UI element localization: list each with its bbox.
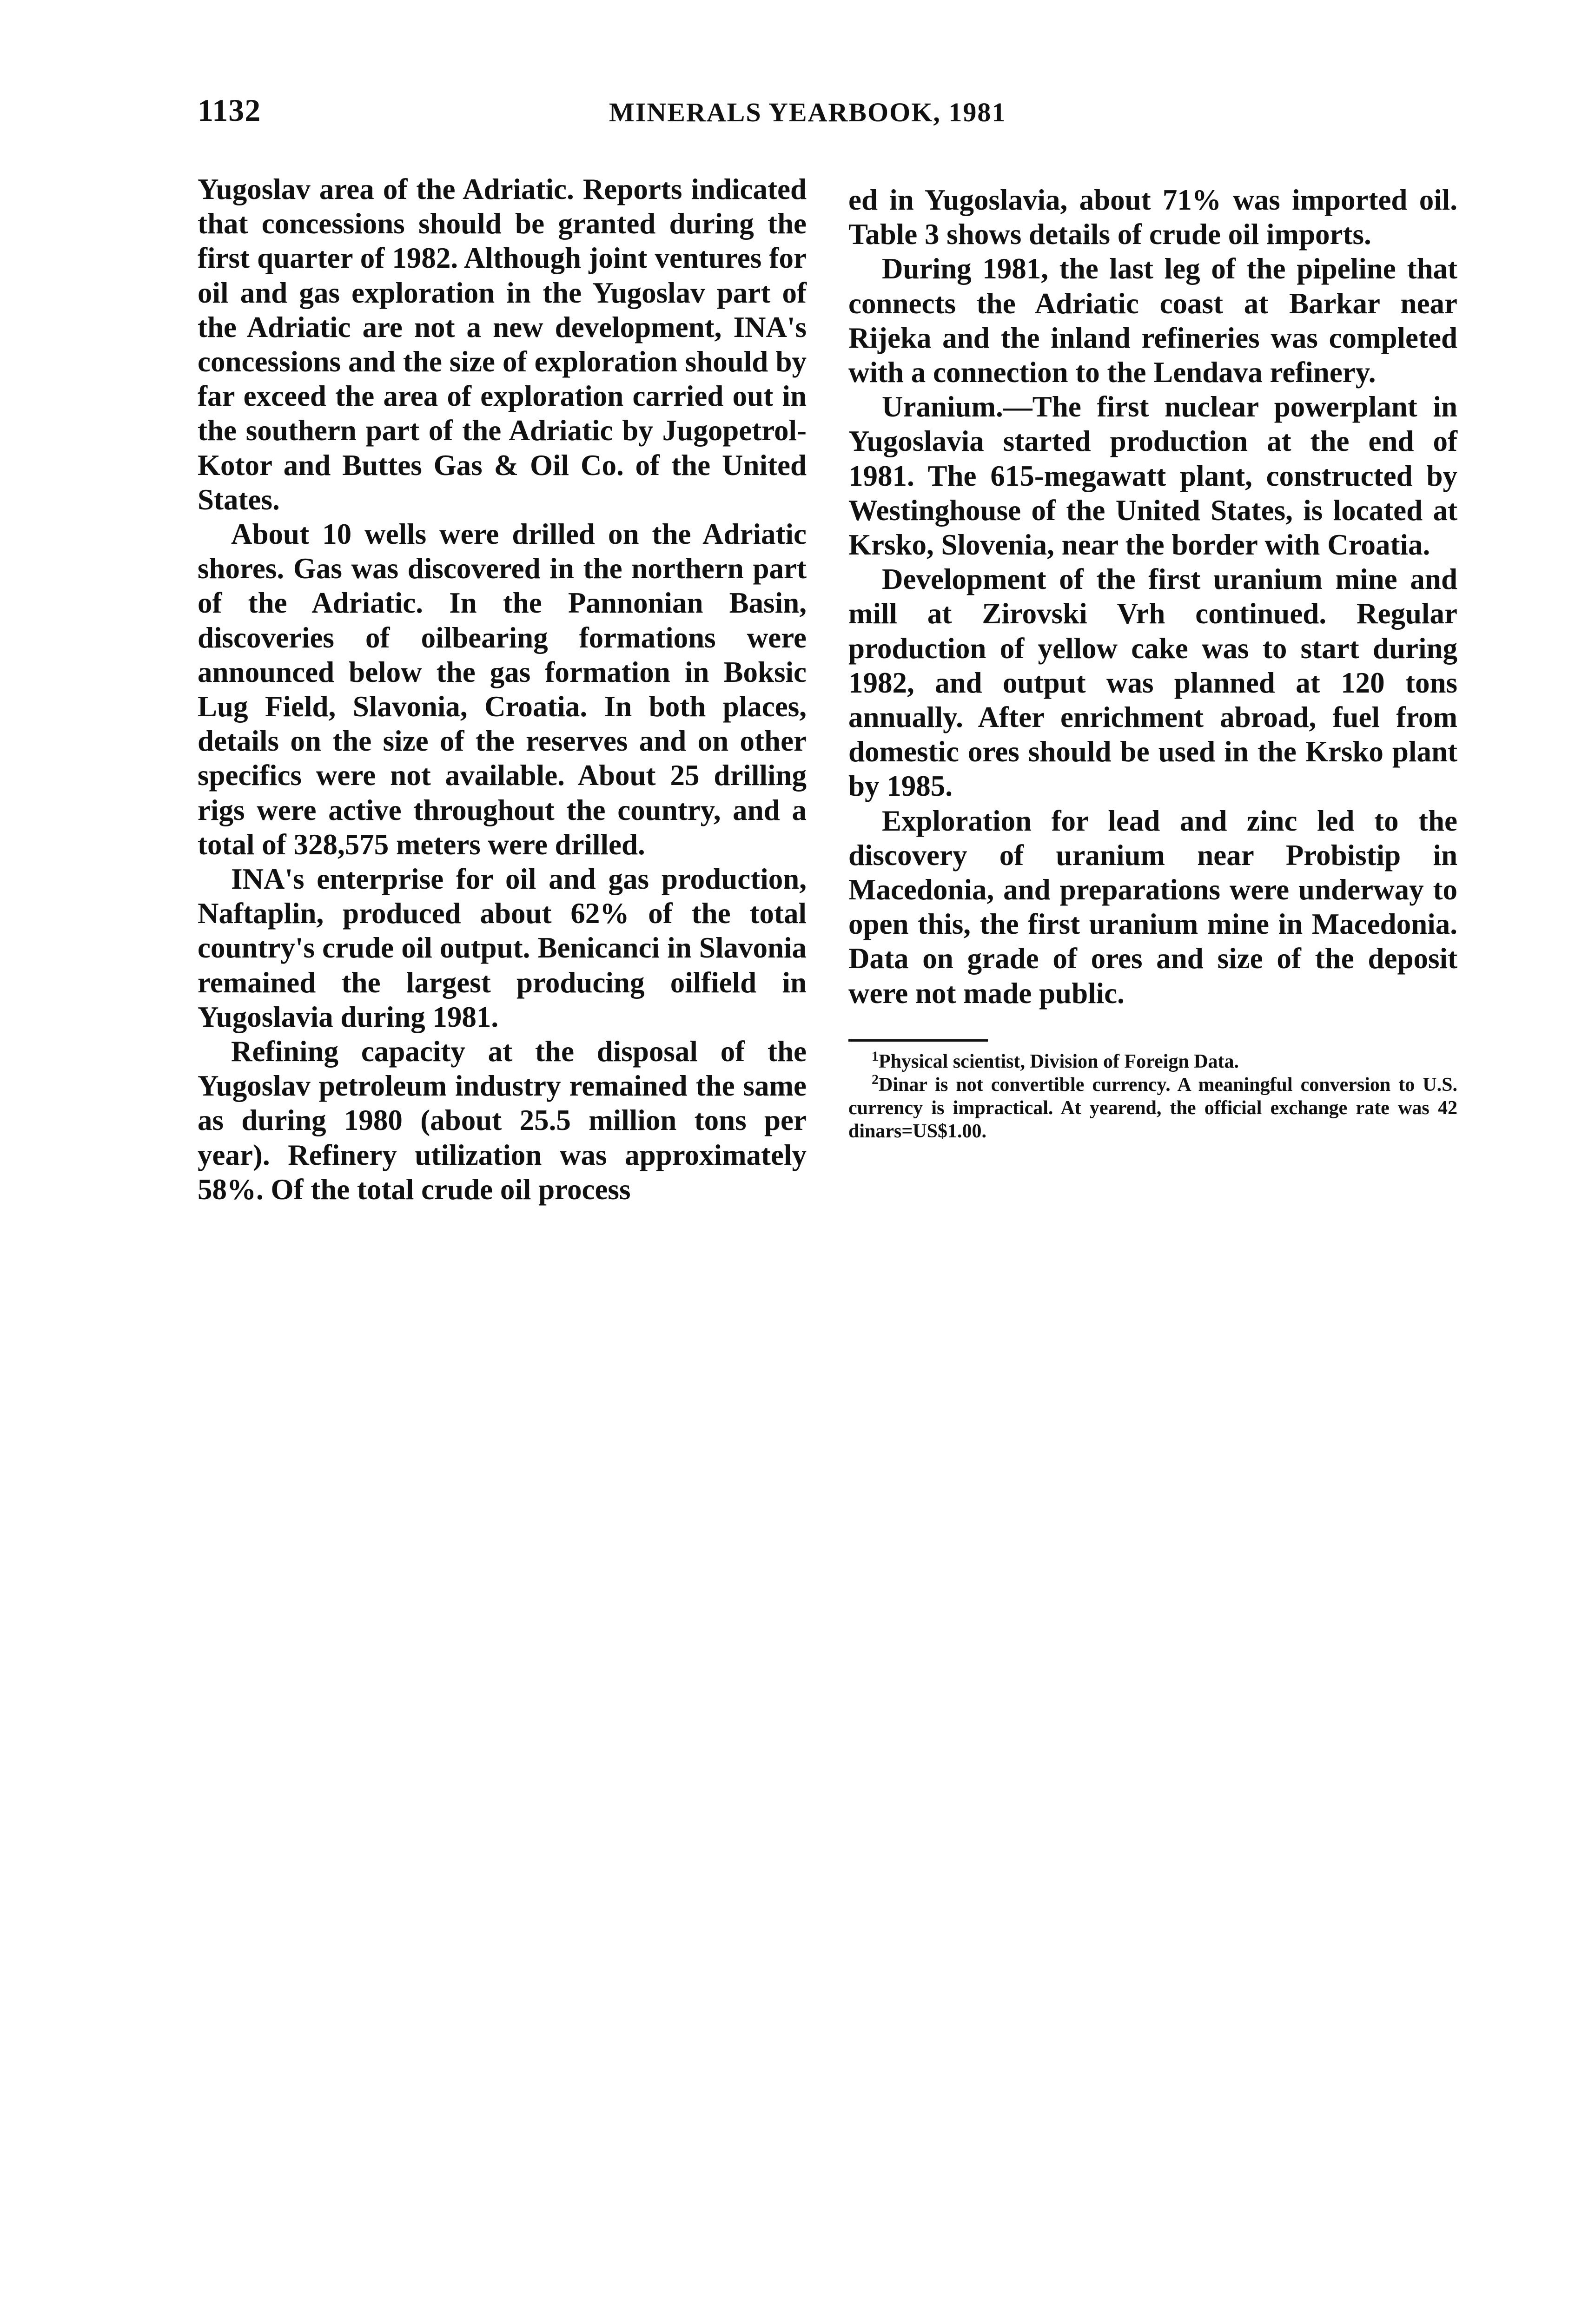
footnote-marker: 2 xyxy=(872,1071,879,1087)
body-paragraph: INA's enterprise for oil and gas production, Naftaplin, produced about 62% of the total country's crude oil output. Benicanci in Slavonia remained the largest producing oilfield in Yugoslavia during 1981. xyxy=(198,863,807,1033)
right-column xyxy=(848,183,1457,1143)
body-paragraph: ed in Yugoslavia, about 71% was imported oil. Table 3 shows details of crude oil imports. xyxy=(848,184,1457,251)
body-paragraph: Refining capacity at the disposal of the Yugoslav petroleum industry remained the same as during 1980 (about 25.5 million tons per year). Refinery utilization was approximately 58%. Of the total crude oil process xyxy=(198,1035,807,1206)
footnote-divider xyxy=(848,1039,988,1042)
uranium-paragraph xyxy=(848,390,1457,562)
page-number: 1132 xyxy=(198,92,261,128)
footnotes xyxy=(848,1050,1457,1143)
uranium-paragraph-text: The first nuclear powerplant in Yugoslavia started production at the end of 1981. The 615-megawatt plant, constructed by Westinghouse of the United States, is located at Krsko, Slovenia, near the border with Croatia. xyxy=(848,390,1457,561)
footnote-text: Physical scientist, Division of Foreign Data. xyxy=(879,1050,1239,1072)
footnote xyxy=(848,1050,1457,1073)
footnote xyxy=(848,1073,1457,1143)
body-paragraph: Development of the first uranium mine and mill at Zirovski Vrh continued. Regular production of yellow cake was to start during 1982, and output was planned at 120 tons annually. After enrichment abroad, fuel from domestic ores should be used in the Krsko plant by 1985. xyxy=(848,563,1457,803)
body-paragraph: Yugoslav area of the Adriatic. Reports indicated that concessions should be granted during the first quarter of 1982. Although joint ventures for oil and gas exploration in the Yugoslav part of the Adriatic are not a new development, INA's concessions and the size of exploration should by far exceed the area of exploration carried out in the southern part of the Adriatic by Jugopetrol-Kotor and Buttes Gas & Oil Co. of the United States. xyxy=(198,173,807,516)
section-heading-uranium: Uranium.— xyxy=(882,390,1032,423)
body-paragraph: During 1981, the last leg of the pipeline that connects the Adriatic coast at Barkar near Rijeka and the inland refineries was completed with a connection to the Lendava refinery. xyxy=(848,252,1457,389)
body-paragraph: Exploration for lead and zinc led to the discovery of uranium near Probistip in Macedonia, and preparations were underway to open this, the first uranium mine in Macedonia. Data on grade of ores and size of the deposit were not made public. xyxy=(848,804,1457,1010)
running-head: MINERALS YEARBOOK, 1981 xyxy=(609,97,1006,127)
body-paragraph: About 10 wells were drilled on the Adriatic shores. Gas was discovered in the northern part of the Adriatic. In the Pannonian Basin, discoveries of oilbearing formations were announced below the gas formation in Boksic Lug Field, Slavonia, Croatia. In both places, details on the size of the reserves and on other specifics were not available. About 25 drilling rigs were active throughout the country, and a total of 328,575 meters were drilled. xyxy=(198,518,807,861)
left-column xyxy=(198,172,807,1207)
footnote-text: Dinar is not convertible currency. A meaningful conversion to U.S. currency is impractical. At yearend, the official exchange rate was 42 dinars=US$1.00. xyxy=(848,1074,1457,1142)
footnote-marker: 1 xyxy=(872,1048,879,1064)
